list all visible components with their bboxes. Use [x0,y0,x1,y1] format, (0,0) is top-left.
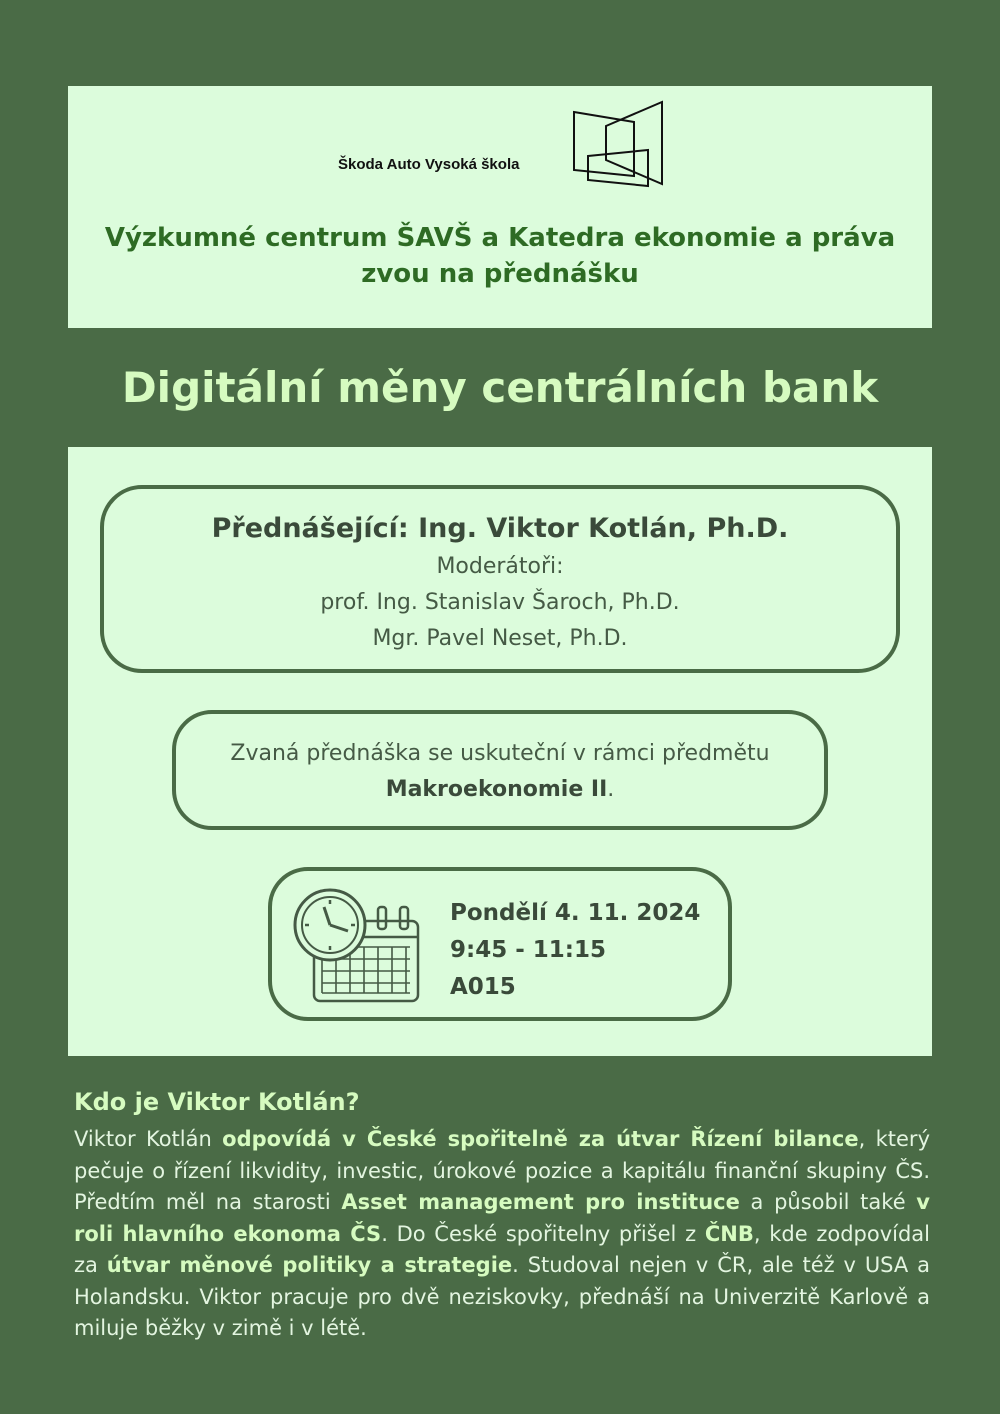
invitation-line-1: Výzkumné centrum ŠAVŠ a Katedra ekonomie a práva [104,223,896,253]
lecture-title: Digitální měny centrálních bank [121,363,879,412]
course-subject: Makroekonomie II [385,777,608,802]
bio-text-6: . Studoval nejen v ČR, ale též v USA a Holandsku. Viktor pracuje pro dvě neziskovky, přednáší na Univerzitě Karlově a miluje běžky v zimě i v létě. [74,1253,931,1340]
course-intro: Zvaná přednáška se uskuteční v rámci předmětu [230,741,770,766]
course-period: . [607,777,615,802]
bio-heading: Kdo je Viktor Kotlán? [74,1088,360,1116]
event-time: 9:45 - 11:15 [450,937,606,963]
logo-text: Škoda Auto Vysoká škola [338,156,520,173]
bio-text-3: a působil také [739,1190,917,1214]
event-room: A015 [450,974,516,1000]
event-details [450,895,700,1006]
invitation-text [68,220,932,292]
bio-text-4: . Do České spořitelny přišel z [381,1221,705,1246]
moderator-1: prof. Ing. Stanislav Šaroch, Ph.D. [320,590,680,615]
school-logo [338,100,668,190]
bio-text-5: , kde zodpovídal za [74,1221,931,1277]
course-text [176,736,824,808]
event-box [268,867,732,1021]
bio-text-1: Viktor Kotlán [74,1127,223,1151]
bio-highlight-2: Asset management pro instituce [341,1190,740,1214]
bio-highlight-3: v roli hlavního ekonoma ČS [74,1190,930,1246]
course-box [172,710,828,830]
lecturer-name: Přednášející: Ing. Viktor Kotlán, Ph.D. [211,513,789,544]
bio-highlight-5: útvar měnové politiky a strategie [106,1253,513,1277]
speakers-box [100,485,900,673]
school-logo-icon [570,100,666,190]
invitation-line-2: zvou na přednášku [361,259,639,289]
event-date: Pondělí 4. 11. 2024 [450,900,701,926]
bio-paragraph [74,1124,930,1345]
bio-text-2: , který pečuje o řízení likvidity, investic, úrokové pozice a kapitálu finanční skupiny ČS. Předtím měl na starosti [74,1127,930,1214]
bio-highlight-1: odpovídá v České spořitelně za útvar Řízení bilance [222,1127,859,1151]
bio-highlight-4: ČNB [704,1221,754,1246]
calendar-clock-icon [292,885,422,1007]
moderators-label: Moderátoři: [436,554,564,579]
moderator-2: Mgr. Pavel Neset, Ph.D. [372,626,628,651]
